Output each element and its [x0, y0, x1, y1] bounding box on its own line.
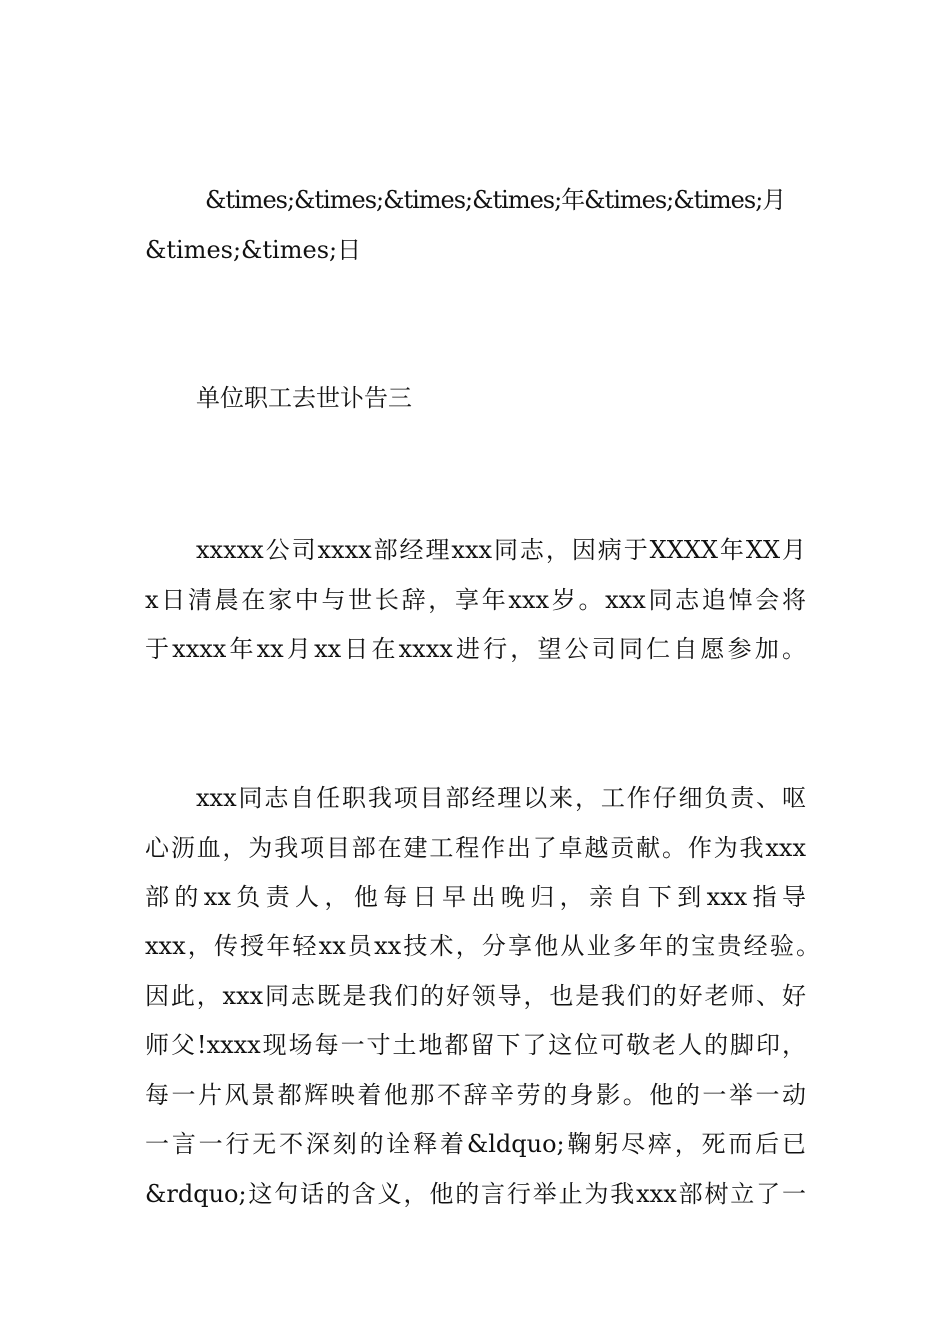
paragraph-2-line: 师父!xxxx现场每一寸土地都留下了这位可敬老人的脚印，: [145, 1031, 806, 1059]
date-line-1: &times;&times;&times;&times;年&times;&times;月: [205, 186, 786, 214]
paragraph-2-line: xxx同志自任职我项目部经理以来，工作仔细负责、呕: [196, 784, 806, 812]
paragraph-2-line: 每一片风景都辉映着他那不辞辛劳的身影。他的一举一动: [145, 1081, 806, 1109]
paragraph-2-line: &rdquo;这句话的含义，他的言行举止为我xxx部树立了一: [145, 1180, 806, 1208]
paragraph-2-line: xxx，传授年轻xx员xx技术，分享他从业多年的宝贵经验。: [145, 932, 820, 960]
paragraph-1-line: xxxxx公司xxxx部经理xxx同志，因病于XXXX年XX月: [196, 536, 806, 564]
paragraph-1-line: 于xxxx年xx月xx日在xxxx进行，望公司同仁自愿参加。: [145, 635, 806, 663]
paragraph-2-line: 部的xx负责人，他每日早出晚归，亲自下到xxx指导: [145, 883, 806, 911]
document-heading: 单位职工去世讣告三: [196, 384, 412, 412]
paragraph-2-line: 一言一行无不深刻的诠释着&ldquo;鞠躬尽瘁，死而后已: [145, 1130, 806, 1158]
paragraph-2-line: 因此，xxx同志既是我们的好领导，也是我们的好老师、好: [145, 982, 806, 1010]
date-line-2: &times;&times;日: [145, 236, 362, 264]
paragraph-1-line: x日清晨在家中与世长辞，享年xxx岁。xxx同志追悼会将: [145, 586, 806, 614]
paragraph-2-line: 心沥血，为我项目部在建工程作出了卓越贡献。作为我xxx: [145, 834, 806, 862]
